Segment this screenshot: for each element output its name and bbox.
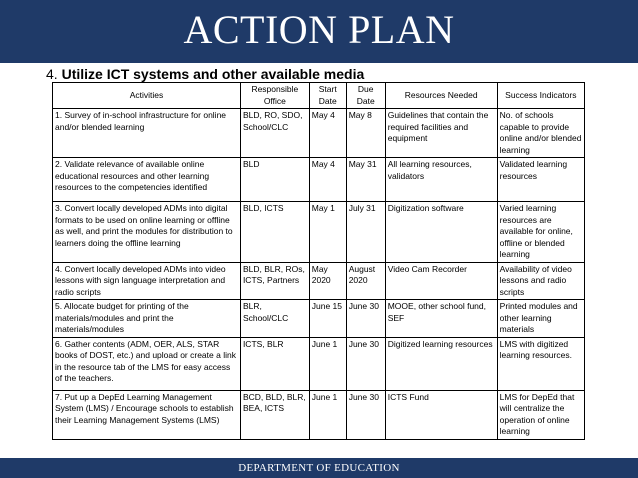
table-row	[53, 109, 585, 158]
indicators-cell: LMS with digitized learning resources.	[497, 337, 584, 390]
table-row	[53, 202, 585, 263]
indicators-cell: Validated learning resources	[497, 158, 584, 202]
activity-cell: 5. Allocate budget for printing of the materials/modules and print the materials/modules	[53, 300, 241, 338]
resources-cell: ICTS Fund	[385, 390, 497, 439]
start-date-cell: June 1	[309, 337, 346, 390]
start-date-cell: June 1	[309, 390, 346, 439]
table-row	[53, 390, 585, 439]
header-resources-needed: Resources Needed	[385, 83, 497, 109]
activity-cell: 4. Convert locally developed ADMs into video lessons with sign language interpretation and radio scripts	[53, 262, 241, 300]
office-cell: BLD	[240, 158, 309, 202]
indicators-cell: LMS for DepEd that will centralize the operation of online learning	[497, 390, 584, 439]
table-header-row	[53, 83, 585, 109]
indicators-cell: Varied learning resources are available for online, offline or blended learning	[497, 202, 584, 263]
start-date-cell: June 15	[309, 300, 346, 338]
indicators-cell: No. of schools capable to provide online and/or blended learning	[497, 109, 584, 158]
header-due-date: Due Date	[346, 83, 385, 109]
resources-cell: All learning resources, validators	[385, 158, 497, 202]
start-date-cell: May 1	[309, 202, 346, 263]
section-title: Utilize ICT systems and other available media	[61, 66, 365, 82]
action-plan-table	[52, 82, 585, 440]
section-number: 4.	[46, 66, 58, 82]
resources-cell: Digitization software	[385, 202, 497, 263]
due-date-cell: May 8	[346, 109, 385, 158]
table-row	[53, 262, 585, 300]
office-cell: BLD, RO, SDO, School/CLC	[240, 109, 309, 158]
section-heading	[46, 66, 364, 82]
header-success-indicators: Success Indicators	[497, 83, 584, 109]
slide-title: ACTION PLAN	[183, 7, 455, 52]
resources-cell: MOOE, other school fund, SEF	[385, 300, 497, 338]
due-date-cell: May 31	[346, 158, 385, 202]
table-row	[53, 158, 585, 202]
activity-cell: 1. Survey of in-school infrastructure for online and/or blended learning	[53, 109, 241, 158]
indicators-cell: Printed modules and other learning materials	[497, 300, 584, 338]
due-date-cell: August 2020	[346, 262, 385, 300]
activity-cell: 3. Convert locally developed ADMs into digital formats to be used on online learning or offline as well, and print the modules for distribution to learners doing the offline learning	[53, 202, 241, 263]
table-row	[53, 337, 585, 390]
due-date-cell: June 30	[346, 390, 385, 439]
resources-cell: Digitized learning resources	[385, 337, 497, 390]
office-cell: BLD, BLR, ROs, ICTS, Partners	[240, 262, 309, 300]
footer-text: DEPARTMENT OF EDUCATION	[238, 462, 400, 474]
activity-cell: 6. Gather contents (ADM, OER, ALS, STAR books of DOST, etc.) and upload or create a link in the resource tab of the LMS for easy access of the teachers.	[53, 337, 241, 390]
due-date-cell: June 30	[346, 337, 385, 390]
header-start-date: Start Date	[309, 83, 346, 109]
office-cell: BLD, ICTS	[240, 202, 309, 263]
start-date-cell: May 2020	[309, 262, 346, 300]
header-responsible-office: Responsible Office	[240, 83, 309, 109]
due-date-cell: June 30	[346, 300, 385, 338]
start-date-cell: May 4	[309, 109, 346, 158]
office-cell: BCD, BLD, BLR, BEA, ICTS	[240, 390, 309, 439]
office-cell: BLR, School/CLC	[240, 300, 309, 338]
start-date-cell: May 4	[309, 158, 346, 202]
resources-cell: Video Cam Recorder	[385, 262, 497, 300]
indicators-cell: Availability of video lessons and radio scripts	[497, 262, 584, 300]
resources-cell: Guidelines that contain the required facilities and equipment	[385, 109, 497, 158]
table-row	[53, 300, 585, 338]
office-cell: ICTS, BLR	[240, 337, 309, 390]
activity-cell: 7. Put up a DepEd Learning Management System (LMS) / Encourage schools to establish their Learning Management Systems (LMS)	[53, 390, 241, 439]
header-activities: Activities	[53, 83, 241, 109]
due-date-cell: July 31	[346, 202, 385, 263]
activity-cell: 2. Validate relevance of available online educational resources and other learning resources to the competencies identified	[53, 158, 241, 202]
